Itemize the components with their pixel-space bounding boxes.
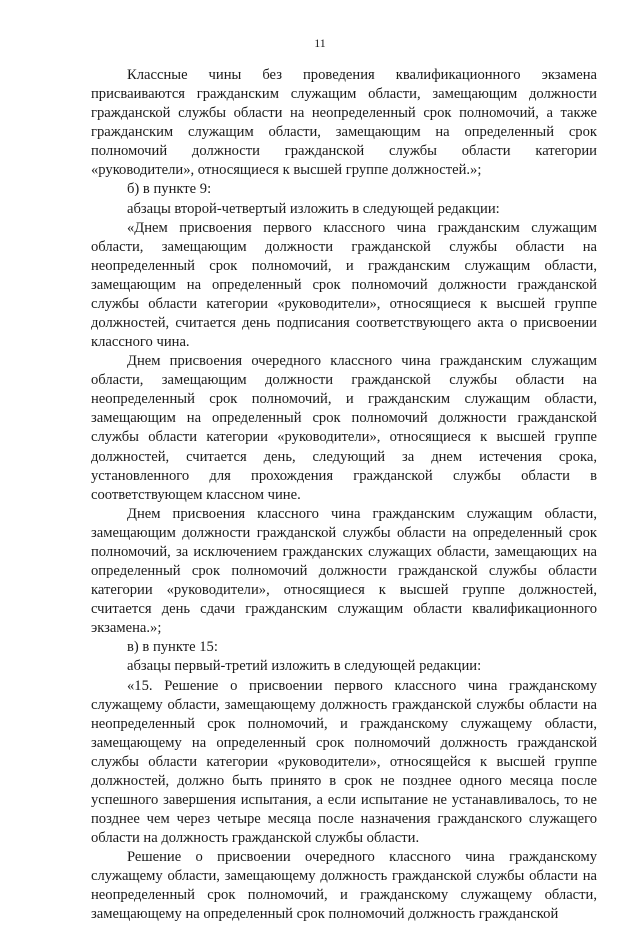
paragraph-amend-first-third: абзацы первый-третий изложить в следующей редакции: (127, 658, 482, 675)
paragraph-item-b-point-9: б) в пункте 9: (127, 181, 212, 198)
page-number: 11 (314, 36, 326, 50)
paragraph-point-15-first-rank-decision: «15. Решение о присвоении первого классного чина гражданскому служащему области, замещающему должность гражданской службы области на неопределенный срок полномочий, и гражданскому служащему области, замещающему на определенный срок полномочий должность гражданской службы области категории «руководители», относящейся к высшей группе должностей, должно быть принято в срок не позднее одного месяца после успешного завершения испытания, а если испытание не устанавливалось, то не позднее чем через четыре месяца после назначения гражданского служащего области на должность гражданской службы области. (91, 677, 597, 847)
paragraph-class-ranks-without-exam: Классные чины без проведения квалификационного экзамена присваиваются гражданским служащим области, замещающим должности гражданской службы области на неопределенный срок полномочий, а также гражданским служащим области, замещающим на определенный срок полномочий должности гражданской службы области категории «руководители», относящиеся к высшей группе должностей.»; (91, 67, 597, 179)
paragraph-first-rank-date: «Днем присвоения первого классного чина гражданским служащим области, замещающим должности гражданской службы области на неопределенный срок полномочий, и гражданским служащим области, замещающим на определенный срок полномочий должности гражданской службы области категории «руководители», относящиеся к высшей группе должностей, считается день подписания соответствующего акта о присвоении классного чина. (91, 219, 597, 351)
document-body (91, 66, 597, 925)
paragraph-amend-second-fourth: абзацы второй-четвертый изложить в следующей редакции: (127, 200, 500, 217)
paragraph-item-c-point-15: в) в пункте 15: (127, 639, 218, 656)
paragraph-next-rank-date: Днем присвоения очередного классного чина гражданским служащим области, замещающим должности гражданской службы области на неопределенный срок полномочий, и гражданским служащим области, замещающим на определенный срок полномочий должности гражданской службы области категории «руководители», относящиеся к высшей группе должностей, считается день, следующий за днем истечения срока, установленного для прохождения гражданской службы области в соответствующем классном чине. (91, 353, 597, 503)
paragraph-next-rank-decision: Решение о присвоении очередного классного чина гражданскому служащему области, замещающему должность гражданской службы области на неопределенный срок полномочий, и гражданскому служащему области, замещающему на определенный срок полномочий должность гражданской (91, 849, 597, 923)
paragraph-rank-date-fixed-term: Днем присвоения классного чина гражданским служащим области, замещающим должности гражданской службы области на определенный срок полномочий, за исключением гражданских служащих области, замещающих на определенный срок полномочий должности гражданской службы области категории «руководители», относящиеся к высшей группе должностей, считается день сдачи гражданским служащим области квалификационного экзамена.»; (91, 505, 597, 637)
